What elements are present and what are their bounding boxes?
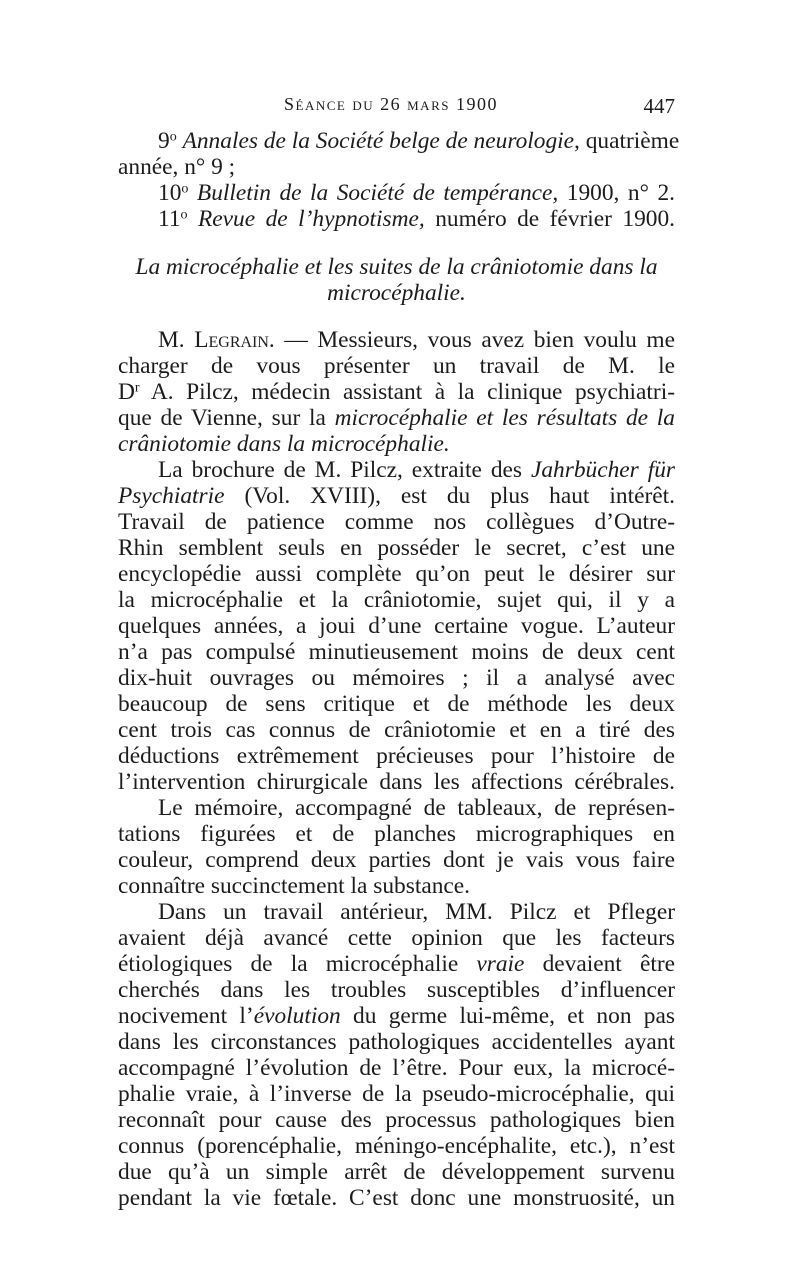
list-number: 11 xyxy=(158,206,181,232)
body-line: encyclopédie aussi complète qu’on peut le désirer sur xyxy=(118,561,675,587)
body-line: Psychiatrie (Vol. XVIII), est du plus haut intérêt. xyxy=(118,483,675,509)
body-line: nocivement l’évolution du germe lui-même, et non pas xyxy=(118,1003,675,1029)
section-title-line2: microcéphalie. xyxy=(327,280,466,306)
journal-title: Bulletin de la Société de tempérance, xyxy=(196,180,559,206)
page-number: 447 xyxy=(643,94,675,118)
ordinal-mark: o xyxy=(169,128,177,145)
running-title: Séance du 26 mars 1900 xyxy=(284,94,498,114)
body-line: l’intervention chirurgicale dans les affections cérébrales. xyxy=(118,769,675,795)
body-line: accompagné l’évolution de l’être. Pour eux, la microcé- xyxy=(118,1055,675,1081)
body-line: beaucoup de sens critique et de méthode les deux xyxy=(118,691,675,717)
section-title-line1: La microcéphalie et les suites de la crâniotomie dans la xyxy=(135,254,658,280)
body-line: crâniotomie dans la microcéphalie. xyxy=(118,431,450,457)
list-item-10 xyxy=(158,180,675,206)
body-line: dix-huit ouvrages ou mémoires ; il a analysé avec xyxy=(118,665,675,691)
body-line: quelques années, a joui d’une certaine vogue. L’auteur xyxy=(118,613,675,639)
body-line: $D^r$ A. Pilcz, médecin assistant à la clinique psychiatri- xyxy=(118,379,675,405)
list-item-11 xyxy=(158,206,675,232)
list-text: 1900, n° 2. xyxy=(558,180,675,206)
body-line: dans les circonstances pathologiques accidentelles ayant xyxy=(118,1029,675,1055)
body-line: la microcéphalie et la crâniotomie, sujet qui, il y a xyxy=(118,587,675,613)
body-line: M. Legrain. — Messieurs, vous avez bien voulu me xyxy=(158,327,675,353)
body-line: cherchés dans les troubles susceptibles d’influencer xyxy=(118,977,675,1003)
body-line: connaître succinctement la substance. xyxy=(118,873,471,899)
ordinal-mark: o xyxy=(180,206,188,223)
page-header xyxy=(118,94,675,124)
list-number: 10 xyxy=(158,180,182,206)
body-line: pendant la vie fœtale. C’est donc une monstruosité, un xyxy=(118,1185,675,1211)
body-line: couleur, comprend deux parties dont je vais vous faire xyxy=(118,847,675,873)
body-line: reconnaît pour cause des processus pathologiques bien xyxy=(118,1107,675,1133)
body-line: étiologiques de la microcéphalie vraie devaient être xyxy=(118,951,675,977)
body-line: n’a pas compulsé minutieusement moins de deux cent xyxy=(118,639,675,665)
body-line: cent trois cas connus de crâniotomie et en a tiré des xyxy=(118,717,675,743)
body-line: charger de vous présenter un travail de M. le xyxy=(118,353,675,379)
body-line: Dans un travail antérieur, MM. Pilcz et Pfleger xyxy=(158,899,675,925)
list-item-9-continuation: année, n° 9 ; xyxy=(118,154,236,180)
body-line: connus (porencéphalie, méningo-encéphalite, etc.), n’est xyxy=(118,1133,675,1159)
list-item-9 xyxy=(158,128,680,154)
body-line: due qu’à un simple arrêt de développement survenu xyxy=(118,1159,675,1185)
list-number: 9 xyxy=(158,128,170,154)
body-line: phalie vraie, à l’inverse de la pseudo-microcéphalie, qui xyxy=(118,1081,675,1107)
journal-title: Annales de la Société belge de neurologie, xyxy=(182,128,580,154)
ordinal-mark: o xyxy=(181,180,189,197)
body-line: tations figurées et de planches micrographiques en xyxy=(118,821,675,847)
body-line: Rhin semblent seuls en posséder le secret, c’est une xyxy=(118,535,675,561)
journal-title: Revue de l’hypnotisme, xyxy=(198,206,425,232)
body-line: avaient déjà avancé cette opinion que les facteurs xyxy=(118,925,675,951)
body-line: Le mémoire, accompagné de tableaux, de représen- xyxy=(158,795,675,821)
body-line: que de Vienne, sur la microcéphalie et les résultats de la xyxy=(118,405,675,431)
body-line: La brochure de M. Pilcz, extraite des Jahrbücher für xyxy=(158,457,675,483)
list-text: numéro de février 1900. xyxy=(424,206,676,232)
body-line: Travail de patience comme nos collègues d’Outre- xyxy=(118,509,675,535)
list-text: quatrième xyxy=(579,128,680,154)
speaker-name: M. Legrain. xyxy=(158,327,275,353)
body-line: déductions extrêmement précieuses pour l’histoire de xyxy=(118,743,675,769)
